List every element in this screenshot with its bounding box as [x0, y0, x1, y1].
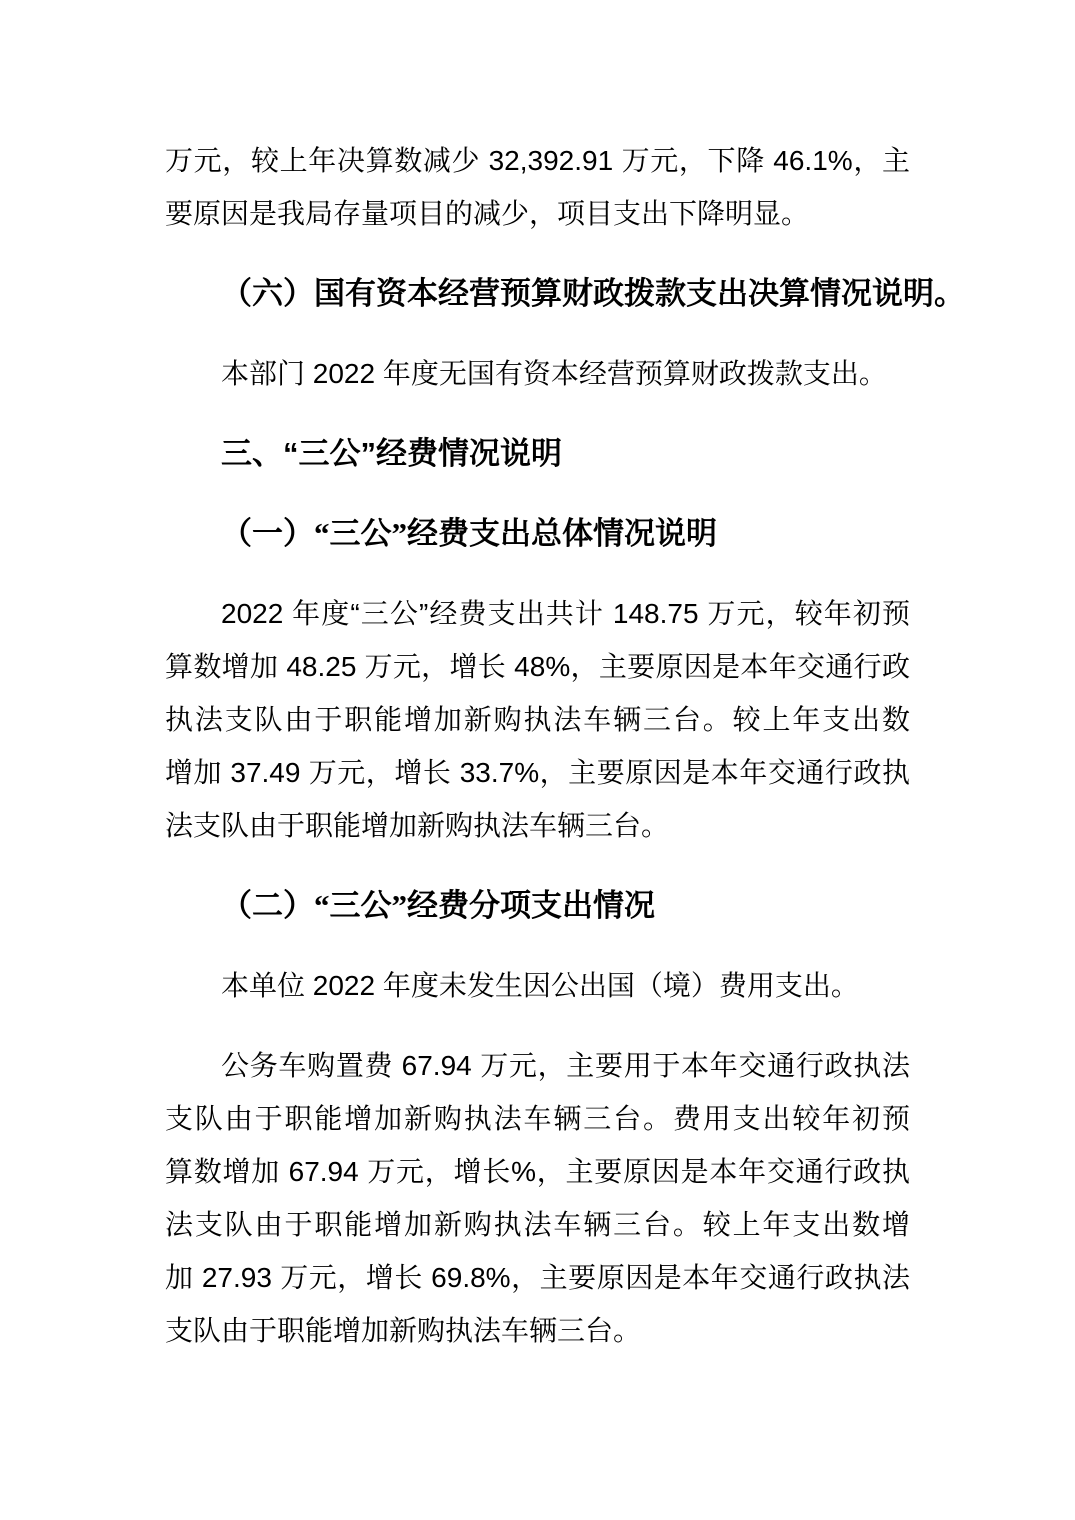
text-line: 本单位 2022 年度未发生因公出国（境）费用支出。 [221, 970, 859, 1001]
text-line: 算数增加 48.25 万元，增长 48%，主要原因是本年交通行政 [165, 651, 910, 682]
text-line: 要原因是我局存量项目的减少，项目支出下降明显。 [165, 198, 810, 229]
section-6-heading: （六）国有资本经营预算财政拨款支出决算情况说明。 [221, 276, 965, 311]
text-line: 万元，较上年决算数减少 32,392.91 万元，下降 46.1%，主 [165, 145, 910, 176]
text-line: 法支队由于职能增加新购执法车辆三台。 [165, 810, 670, 841]
section-6-paragraph [165, 347, 910, 400]
document-content [165, 134, 965, 1384]
paragraph-carryover [165, 134, 910, 240]
abroad-expense-paragraph [165, 959, 910, 1012]
section-3-2-heading: （二）“三公”经费分项支出情况 [221, 888, 655, 923]
section-3-heading: 三、“三公”经费情况说明 [221, 436, 562, 471]
text-line: 执法支队由于职能增加新购执法车辆三台。较上年支出数 [165, 704, 910, 735]
section-3-1-heading: （一）“三公”经费支出总体情况说明 [221, 516, 717, 551]
three-public-total-paragraph [165, 587, 910, 852]
text-line: 支队由于职能增加新购执法车辆三台。 [165, 1315, 642, 1346]
text-line: 加 27.93 万元，增长 69.8%，主要原因是本年交通行政执法 [165, 1262, 910, 1293]
text-line: 本部门 2022 年度无国有资本经营预算财政拨款支出。 [221, 358, 887, 389]
text-line: 支队由于职能增加新购执法车辆三台。费用支出较年初预 [165, 1103, 910, 1134]
text-line: 算数增加 67.94 万元，增长%，主要原因是本年交通行政执 [165, 1156, 910, 1187]
vehicle-expense-paragraph [165, 1039, 910, 1357]
text-line: 2022 年度“三公”经费支出共计 148.75 万元，较年初预 [221, 598, 910, 629]
text-line: 公务车购置费 67.94 万元，主要用于本年交通行政执法 [221, 1050, 910, 1081]
text-line: 法支队由于职能增加新购执法车辆三台。较上年支出数增 [165, 1209, 910, 1240]
text-line: 增加 37.49 万元，增长 33.7%，主要原因是本年交通行政执 [165, 757, 910, 788]
